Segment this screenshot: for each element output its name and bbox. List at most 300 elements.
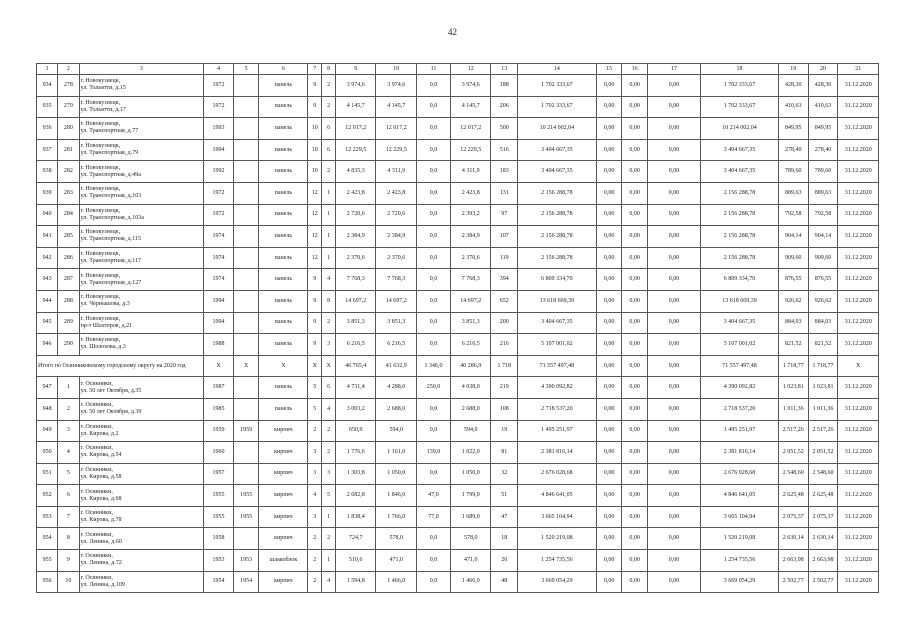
value-cell-y1: 1958	[204, 528, 234, 550]
value-cell-c16: 0,00	[622, 161, 648, 183]
value-cell-mat: панель	[259, 398, 308, 420]
table-row	[37, 528, 879, 550]
value-cell-c16: 0,00	[622, 377, 648, 399]
value-cell-c15: 0,00	[596, 226, 622, 248]
value-cell-a3: 0,0	[416, 269, 450, 291]
value-cell-a3: 0,0	[416, 139, 450, 161]
address-street: ул. Тольятти, д.17	[80, 106, 126, 113]
value-cell-y1: 1974	[204, 269, 234, 291]
value-cell-c18: 2 381 816,14	[701, 442, 779, 464]
address-cell	[79, 334, 204, 356]
local-number-cell: 278	[58, 75, 79, 97]
value-cell-a2: 2 384,9	[376, 226, 416, 248]
value-cell-res: 48	[491, 571, 518, 593]
table-row	[37, 420, 879, 442]
value-cell-a2: 4 145,7	[376, 96, 416, 118]
column-number-cell: 13	[491, 64, 518, 75]
value-cell-a1: 2 720,6	[336, 204, 376, 226]
row-number-cell: 942	[37, 247, 58, 269]
value-cell-c17: 0,00	[647, 226, 700, 248]
value-cell-res: 18	[491, 528, 518, 550]
address-cell	[79, 550, 204, 572]
value-cell-c20: 278,40	[808, 139, 838, 161]
value-cell-a1: 4 835,3	[336, 161, 376, 183]
value-cell-ent: 5	[322, 485, 336, 507]
value-cell-res: 81	[491, 442, 518, 464]
value-cell-c18: 2 718 537,20	[701, 398, 779, 420]
value-cell-ent: 8	[322, 290, 336, 312]
value-cell-total: 3 404 667,35	[518, 161, 597, 183]
value-cell-ent: 6	[322, 377, 336, 399]
row-number-cell: 939	[37, 182, 58, 204]
table-row	[37, 377, 879, 399]
value-cell-date: 31.12.2020	[838, 312, 879, 334]
value-cell-mat: кирпич	[259, 571, 308, 593]
column-number-cell: 15	[596, 64, 622, 75]
value-cell-c15: 0,00	[596, 571, 622, 593]
value-cell-a2: 2 370,6	[376, 247, 416, 269]
value-cell-c20: 2 517,26	[808, 420, 838, 442]
value-cell-ent: 4	[322, 398, 336, 420]
value-cell-c16: 0,00	[622, 463, 648, 485]
local-number-cell: 10	[58, 571, 79, 593]
value-cell-res: 219	[491, 377, 518, 399]
value-cell-y1: 1972	[204, 204, 234, 226]
value-cell-c15: 0,00	[596, 485, 622, 507]
address-cell	[79, 161, 204, 183]
value-cell-c17: 0,00	[647, 571, 700, 593]
value-cell-a3: 0,0	[416, 118, 450, 140]
table-row	[37, 182, 879, 204]
value-cell-c20: 2 502,77	[808, 571, 838, 593]
value-cell-a2: 1 161,0	[376, 442, 416, 464]
address-city: г. Осинники,	[80, 574, 113, 581]
value-cell-c20: 2 548,60	[808, 463, 838, 485]
value-cell-a4: 12 017,2	[450, 118, 490, 140]
value-cell-c19: 1 023,81	[778, 377, 808, 399]
value-cell-c18: 1 495 251,97	[701, 420, 779, 442]
value-cell-y2	[233, 226, 259, 248]
value-cell-res: 394	[491, 269, 518, 291]
value-cell-y2	[233, 75, 259, 97]
value-cell-c16: 0,00	[622, 485, 648, 507]
value-cell-c15: 0,00	[596, 506, 622, 528]
value-cell-c20: 428,30	[808, 75, 838, 97]
value-cell-res: 108	[491, 398, 518, 420]
value-cell-c20: 889,63	[808, 182, 838, 204]
value-cell-c15: 0,00	[596, 290, 622, 312]
value-cell-c18: 3 669 054,29	[701, 571, 779, 593]
value-cell-total: 2 156 288,78	[518, 247, 597, 269]
value-cell-a1: 4 145,7	[336, 96, 376, 118]
value-cell-date: 31.12.2020	[838, 463, 879, 485]
value-cell-res: 51	[491, 485, 518, 507]
value-cell-date: 31.12.2020	[838, 420, 879, 442]
value-cell-c20: 926,62	[808, 290, 838, 312]
value-cell-c17: 0,00	[647, 139, 700, 161]
value-cell-mat: панель	[259, 118, 308, 140]
value-cell-c16: 0,00	[622, 398, 648, 420]
value-cell-mat: панель	[259, 204, 308, 226]
value-cell-a4: 3 851,3	[450, 312, 490, 334]
local-number-cell: 283	[58, 182, 79, 204]
column-number-cell: 11	[416, 64, 450, 75]
value-cell-fl: 3	[308, 506, 322, 528]
value-cell-a3: 250,0	[416, 377, 450, 399]
column-number-cell: 1	[37, 64, 58, 75]
value-cell-c20: 909,60	[808, 247, 838, 269]
value-cell-fl: 9	[308, 290, 322, 312]
value-cell-a1: 2 682,8	[336, 485, 376, 507]
value-cell-mat: шлакоблок	[259, 550, 308, 572]
value-cell-total: 1 520 219,08	[518, 528, 597, 550]
address-cell	[79, 312, 204, 334]
value-cell-date: 31.12.2020	[838, 377, 879, 399]
value-cell-res: 500	[491, 118, 518, 140]
value-cell-ent: 2	[322, 312, 336, 334]
address-city: г. Осинники,	[80, 445, 113, 452]
value-cell-a1: 2 384,9	[336, 226, 376, 248]
column-number-cell: 20	[808, 64, 838, 75]
value-cell-c17: 0,00	[647, 182, 700, 204]
row-number-cell: 938	[37, 161, 58, 183]
local-number-cell: 280	[58, 118, 79, 140]
address-cell	[79, 398, 204, 420]
table-row	[37, 571, 879, 593]
table-row	[37, 139, 879, 161]
value-cell-y1: 1955	[204, 485, 234, 507]
column-number-cell: 3	[79, 64, 204, 75]
value-cell-c20: 821,52	[808, 334, 838, 356]
address-city: г. Новокузнецк,	[80, 78, 121, 85]
column-number-cell: 5	[233, 64, 259, 75]
address-city: г. Новокузнецк,	[80, 251, 121, 258]
value-cell-c15: 0,00	[596, 139, 622, 161]
address-street: ул. Кирова, д.78	[80, 517, 122, 524]
value-cell-c20: 884,03	[808, 312, 838, 334]
address-city: г. Новокузнецк,	[80, 337, 121, 344]
value-cell-a1: 12 229,5	[336, 139, 376, 161]
value-cell-a3: 0,0	[416, 571, 450, 593]
value-cell-a1: 510,6	[336, 550, 376, 572]
value-cell-y2	[233, 442, 259, 464]
row-number-cell: 956	[37, 571, 58, 593]
value-cell-fl: 2	[308, 420, 322, 442]
value-cell-c20: 876,55	[808, 269, 838, 291]
value-cell-c19: 884,03	[778, 312, 808, 334]
value-cell-mat: панель	[259, 182, 308, 204]
value-cell-a2: 6 216,5	[376, 334, 416, 356]
value-cell-res: 183	[491, 161, 518, 183]
value-cell-c20: 410,63	[808, 96, 838, 118]
subtotal-cell-c20: 1 718,77	[808, 355, 838, 377]
value-cell-total: 13 618 669,39	[518, 290, 597, 312]
value-cell-a2: 3 974,6	[376, 75, 416, 97]
value-cell-c16: 0,00	[622, 571, 648, 593]
value-cell-c18: 10 214 002,04	[701, 118, 779, 140]
value-cell-ent: 2	[322, 528, 336, 550]
value-cell-c18: 4 390 092,82	[701, 377, 779, 399]
value-cell-total: 3 404 667,35	[518, 139, 597, 161]
address-street: ул. Транспортная, д.103а	[80, 214, 144, 221]
value-cell-date: 31.12.2020	[838, 290, 879, 312]
value-cell-a4: 594,0	[450, 420, 490, 442]
value-cell-a4: 4 038,0	[450, 377, 490, 399]
address-street: ул. Транспортная, д.127	[80, 279, 142, 286]
column-number-cell: 2	[58, 64, 79, 75]
address-cell	[79, 118, 204, 140]
value-cell-c17: 0,00	[647, 312, 700, 334]
value-cell-mat: панель	[259, 247, 308, 269]
value-cell-a3: 0,0	[416, 96, 450, 118]
value-cell-a4: 14 697,2	[450, 290, 490, 312]
value-cell-c18: 3 404 667,35	[701, 139, 779, 161]
value-cell-y1: 1955	[204, 506, 234, 528]
value-cell-c15: 0,00	[596, 161, 622, 183]
value-cell-fl: 12	[308, 247, 322, 269]
value-cell-c18: 13 618 669,39	[701, 290, 779, 312]
value-cell-y2: 1954	[233, 571, 259, 593]
value-cell-c18: 5 107 001,02	[701, 334, 779, 356]
address-cell	[79, 269, 204, 291]
address-city: г. Новокузнецк,	[80, 121, 121, 128]
value-cell-mat: панель	[259, 290, 308, 312]
value-cell-c18: 2 156 288,78	[701, 204, 779, 226]
value-cell-ent: 4	[322, 269, 336, 291]
subtotal-cell-res: 1 718	[491, 355, 518, 377]
value-cell-c15: 0,00	[596, 334, 622, 356]
address-street: ул. Кирова, д.54	[80, 452, 122, 459]
value-cell-c18: 2 156 288,78	[701, 226, 779, 248]
value-cell-y1: 1994	[204, 312, 234, 334]
value-cell-total: 1 702 333,67	[518, 75, 597, 97]
value-cell-mat: панель	[259, 226, 308, 248]
column-number-cell: 10	[376, 64, 416, 75]
value-cell-a4: 4 145,7	[450, 96, 490, 118]
value-cell-a3: 0,0	[416, 182, 450, 204]
address-city: г. Осинники,	[80, 510, 113, 517]
value-cell-a4: 1 799,0	[450, 485, 490, 507]
address-street: ул. Тольятти, д.15	[80, 85, 126, 92]
address-city: г. Новокузнецк,	[80, 272, 121, 279]
value-cell-c15: 0,00	[596, 420, 622, 442]
value-cell-y2	[233, 118, 259, 140]
value-cell-y2: 1953	[233, 550, 259, 572]
value-cell-c19: 821,52	[778, 334, 808, 356]
value-cell-c20: 792,58	[808, 204, 838, 226]
housing-register-table	[36, 63, 879, 593]
column-number-cell: 19	[778, 64, 808, 75]
value-cell-y1: 1988	[204, 334, 234, 356]
value-cell-date: 31.12.2020	[838, 442, 879, 464]
value-cell-c16: 0,00	[622, 312, 648, 334]
value-cell-c16: 0,00	[622, 334, 648, 356]
address-city: г. Новокузнецк,	[80, 315, 121, 322]
value-cell-total: 5 107 001,02	[518, 334, 597, 356]
value-cell-a1: 650,9	[336, 420, 376, 442]
address-cell	[79, 139, 204, 161]
value-cell-c18: 1 254 735,56	[701, 550, 779, 572]
value-cell-y2	[233, 463, 259, 485]
value-cell-a4: 2 423,8	[450, 182, 490, 204]
value-cell-a3: 139,0	[416, 442, 450, 464]
local-number-cell: 3	[58, 420, 79, 442]
subtotal-cell-y1: X	[204, 355, 234, 377]
value-cell-fl: 2	[308, 571, 322, 593]
address-street: ул. Кирова, д.68	[80, 495, 122, 502]
value-cell-c20: 1 023,81	[808, 377, 838, 399]
value-cell-fl: 9	[308, 96, 322, 118]
value-cell-a2: 3 851,3	[376, 312, 416, 334]
row-number-cell: 955	[37, 550, 58, 572]
value-cell-res: 206	[491, 96, 518, 118]
column-number-cell: 21	[838, 64, 879, 75]
value-cell-c20: 849,95	[808, 118, 838, 140]
value-cell-y2	[233, 269, 259, 291]
value-cell-c18: 3 404 667,35	[701, 312, 779, 334]
value-cell-fl: 2	[308, 550, 322, 572]
value-cell-fl: 12	[308, 182, 322, 204]
column-number-cell: 17	[647, 64, 700, 75]
local-number-cell: 289	[58, 312, 79, 334]
value-cell-ent: 6	[322, 118, 336, 140]
value-cell-c16: 0,00	[622, 226, 648, 248]
value-cell-y2	[233, 161, 259, 183]
value-cell-c18: 2 156 288,78	[701, 182, 779, 204]
local-number-cell: 279	[58, 96, 79, 118]
value-cell-total: 2 156 288,78	[518, 204, 597, 226]
value-cell-c15: 0,00	[596, 204, 622, 226]
value-cell-fl: 3	[308, 463, 322, 485]
value-cell-res: 47	[491, 506, 518, 528]
row-number-cell: 950	[37, 442, 58, 464]
value-cell-c15: 0,00	[596, 118, 622, 140]
value-cell-c18: 1 702 333,67	[701, 75, 779, 97]
value-cell-fl: 4	[308, 485, 322, 507]
value-cell-total: 2 676 028,68	[518, 463, 597, 485]
value-cell-a4: 471,0	[450, 550, 490, 572]
value-cell-c19: 2 548,60	[778, 463, 808, 485]
value-cell-c16: 0,00	[622, 182, 648, 204]
value-cell-fl: 5	[308, 377, 322, 399]
value-cell-c19: 849,95	[778, 118, 808, 140]
address-street: ул. Кирова, д.58	[80, 473, 122, 480]
value-cell-fl: 5	[308, 398, 322, 420]
subtotal-cell-c18: 71 557 497,48	[701, 355, 779, 377]
value-cell-total: 2 381 816,14	[518, 442, 597, 464]
value-cell-y2	[233, 182, 259, 204]
value-cell-c17: 0,00	[647, 161, 700, 183]
address-cell	[79, 290, 204, 312]
address-cell	[79, 377, 204, 399]
value-cell-c15: 0,00	[596, 182, 622, 204]
value-cell-c15: 0,00	[596, 377, 622, 399]
row-number-cell: 934	[37, 75, 58, 97]
value-cell-y1: 1972	[204, 96, 234, 118]
local-number-cell: 285	[58, 226, 79, 248]
value-cell-y1: 1994	[204, 139, 234, 161]
value-cell-a1: 1 594,8	[336, 571, 376, 593]
value-cell-c19: 278,40	[778, 139, 808, 161]
value-cell-date: 31.12.2020	[838, 398, 879, 420]
address-cell	[79, 485, 204, 507]
local-number-cell: 286	[58, 247, 79, 269]
value-cell-c20: 2 663,98	[808, 550, 838, 572]
value-cell-fl: 10	[308, 161, 322, 183]
value-cell-y2	[233, 312, 259, 334]
value-cell-c20: 2 075,37	[808, 506, 838, 528]
value-cell-c16: 0,00	[622, 269, 648, 291]
value-cell-c15: 0,00	[596, 312, 622, 334]
value-cell-a1: 3 003,2	[336, 398, 376, 420]
value-cell-a2: 2 688,0	[376, 398, 416, 420]
value-cell-c20: 789,60	[808, 161, 838, 183]
value-cell-date: 31.12.2020	[838, 528, 879, 550]
table-row	[37, 463, 879, 485]
address-street: ул. Чернышова, д.3	[80, 301, 130, 308]
column-number-cell: 16	[622, 64, 648, 75]
value-cell-a2: 14 697,2	[376, 290, 416, 312]
value-cell-c15: 0,00	[596, 528, 622, 550]
local-number-cell: 288	[58, 290, 79, 312]
value-cell-a3: 77,0	[416, 506, 450, 528]
value-cell-a4: 2 370,6	[450, 247, 490, 269]
value-cell-date: 31.12.2020	[838, 550, 879, 572]
value-cell-a3: 0,0	[416, 75, 450, 97]
subtotal-cell-a4: 40 286,9	[450, 355, 490, 377]
value-cell-c15: 0,00	[596, 269, 622, 291]
value-cell-y2	[233, 204, 259, 226]
value-cell-res: 19	[491, 420, 518, 442]
value-cell-a2: 1 766,0	[376, 506, 416, 528]
column-number-cell: 9	[336, 64, 376, 75]
subtotal-cell-a2: 41 632,9	[376, 355, 416, 377]
value-cell-total: 4 846 641,05	[518, 485, 597, 507]
value-cell-ent: 1	[322, 247, 336, 269]
row-number-cell: 944	[37, 290, 58, 312]
value-cell-y1: 1974	[204, 247, 234, 269]
value-cell-a2: 1 466,0	[376, 571, 416, 593]
value-cell-res: 107	[491, 226, 518, 248]
value-cell-c20: 2 630,14	[808, 528, 838, 550]
value-cell-c19: 2 630,14	[778, 528, 808, 550]
address-cell	[79, 528, 204, 550]
subtotal-cell-c16: 0,00	[622, 355, 648, 377]
value-cell-total: 1 254 735,56	[518, 550, 597, 572]
local-number-cell: 282	[58, 161, 79, 183]
value-cell-a1: 6 216,5	[336, 334, 376, 356]
value-cell-a3: 0,0	[416, 204, 450, 226]
local-number-cell: 5	[58, 463, 79, 485]
value-cell-c17: 0,00	[647, 247, 700, 269]
table-row	[37, 161, 879, 183]
value-cell-ent: 4	[322, 571, 336, 593]
value-cell-y2	[233, 398, 259, 420]
value-cell-c16: 0,00	[622, 528, 648, 550]
value-cell-y2: 1955	[233, 485, 259, 507]
value-cell-res: 119	[491, 247, 518, 269]
address-cell	[79, 182, 204, 204]
address-cell	[79, 247, 204, 269]
value-cell-c19: 2 625,48	[778, 485, 808, 507]
value-cell-total: 3 669 054,29	[518, 571, 597, 593]
value-cell-total: 1 495 251,97	[518, 420, 597, 442]
value-cell-fl: 3	[308, 442, 322, 464]
column-number-cell: 12	[450, 64, 490, 75]
value-cell-fl: 9	[308, 334, 322, 356]
value-cell-a3: 0,0	[416, 420, 450, 442]
table-row	[37, 506, 879, 528]
